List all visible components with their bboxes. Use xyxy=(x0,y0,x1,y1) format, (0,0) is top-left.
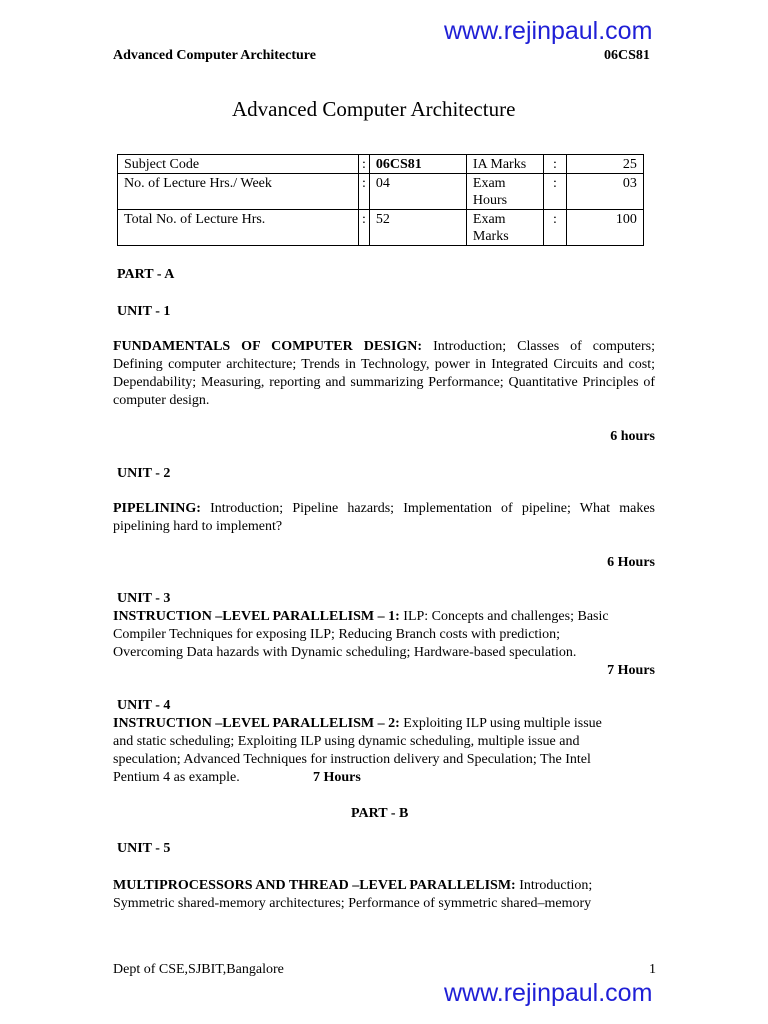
unit-1-heading: UNIT - 1 xyxy=(117,304,171,319)
unit-4-line-4: Pentium 4 as example. xyxy=(113,770,240,785)
part-b-heading: PART - B xyxy=(351,806,409,821)
footer-page-number: 1 xyxy=(649,962,656,977)
label-exam-marks-line2: Marks xyxy=(472,229,509,244)
separator: : xyxy=(543,174,566,210)
value-lecture-hrs-week: 04 xyxy=(369,174,466,210)
unit-2-hours: 6 Hours xyxy=(607,555,655,570)
subject-info-table xyxy=(117,154,644,246)
unit-1-description xyxy=(113,338,655,410)
unit-5-heading: UNIT - 5 xyxy=(117,841,171,856)
running-header-title: Advanced Computer Architecture xyxy=(113,48,316,63)
separator: : xyxy=(359,174,370,210)
table-row xyxy=(118,210,644,246)
separator: : xyxy=(543,155,566,174)
unit-4-topic: INSTRUCTION –LEVEL PARALLELISM – 2: xyxy=(113,716,400,731)
unit-3-line-1 xyxy=(113,608,609,626)
unit-5-line-1 xyxy=(113,877,592,895)
unit-1-topic: FUNDAMENTALS OF COMPUTER DESIGN: xyxy=(113,339,423,354)
label-ia-marks: IA Marks xyxy=(466,155,543,174)
unit-2-body: Introduction; Pipeline hazards; Implementation of pipeline; What makes pipelining hard to implement? xyxy=(113,501,655,534)
value-subject-code: 06CS81 xyxy=(369,155,466,174)
unit-4-line-2: and static scheduling; Exploiting ILP using dynamic scheduling, multiple issue and xyxy=(113,734,580,749)
unit-2-topic: PIPELINING: xyxy=(113,501,201,516)
unit-4-heading: UNIT - 4 xyxy=(117,698,171,713)
part-a-heading: PART - A xyxy=(117,267,175,282)
value-exam-marks: 100 xyxy=(566,210,643,246)
table-row xyxy=(118,174,644,210)
label-subject-code: Subject Code xyxy=(118,155,359,174)
unit-4-line-1 xyxy=(113,715,602,733)
unit-5-line-2: Symmetric shared-memory architectures; Performance of symmetric shared–memory xyxy=(113,896,592,911)
footer-department: Dept of CSE,SJBIT,Bangalore xyxy=(113,962,284,977)
unit-2-heading: UNIT - 2 xyxy=(117,466,171,481)
label-lecture-hrs-week: No. of Lecture Hrs./ Week xyxy=(118,174,359,210)
watermark-top[interactable]: www.rejinpaul.com xyxy=(444,17,653,45)
label-exam-marks-line1: Exam xyxy=(472,212,506,227)
unit-3-line-1-text: ILP: Concepts and challenges; Basic xyxy=(403,609,609,624)
separator: : xyxy=(359,155,370,174)
unit-3-topic: INSTRUCTION –LEVEL PARALLELISM – 1: xyxy=(113,609,400,624)
unit-2-description xyxy=(113,500,655,536)
unit-4-line-3: speculation; Advanced Techniques for instruction delivery and Speculation; The Intel xyxy=(113,752,591,767)
table-row xyxy=(118,155,644,174)
unit-3-hours: 7 Hours xyxy=(607,663,655,678)
label-total-lecture-hrs: Total No. of Lecture Hrs. xyxy=(118,210,359,246)
running-header-code: 06CS81 xyxy=(604,48,650,63)
unit-3-line-2: Compiler Techniques for exposing ILP; Reducing Branch costs with prediction; xyxy=(113,627,561,642)
label-exam-marks xyxy=(466,210,543,246)
label-exam-hours-line1: Exam xyxy=(472,176,506,191)
unit-5-topic: MULTIPROCESSORS AND THREAD –LEVEL PARALLELISM: xyxy=(113,878,516,893)
unit-1-body: Introduction; Classes of computers; Defining computer architecture; Trends in Technology, power in Integrated Circuits and cost; Dependability; Measuring, reporting and summarizing Performance; Quantitative Principles of computer design. xyxy=(113,339,656,408)
separator: : xyxy=(543,210,566,246)
unit-3-heading: UNIT - 3 xyxy=(117,591,171,606)
separator: : xyxy=(359,210,370,246)
value-ia-marks: 25 xyxy=(566,155,643,174)
document-title: Advanced Computer Architecture xyxy=(232,97,516,121)
unit-4-hours: 7 Hours xyxy=(313,770,361,785)
unit-1-hours: 6 hours xyxy=(610,429,655,444)
unit-3-line-3: Overcoming Data hazards with Dynamic scheduling; Hardware-based speculation. xyxy=(113,645,577,660)
label-exam-hours xyxy=(466,174,543,210)
label-exam-hours-line2: Hours xyxy=(472,193,508,208)
unit-4-line-1-text: Exploiting ILP using multiple issue xyxy=(403,716,602,731)
value-exam-hours: 03 xyxy=(566,174,643,210)
unit-5-line-1-text: Introduction; xyxy=(519,878,593,893)
value-total-lecture-hrs: 52 xyxy=(369,210,466,246)
watermark-bottom[interactable]: www.rejinpaul.com xyxy=(444,979,653,1007)
